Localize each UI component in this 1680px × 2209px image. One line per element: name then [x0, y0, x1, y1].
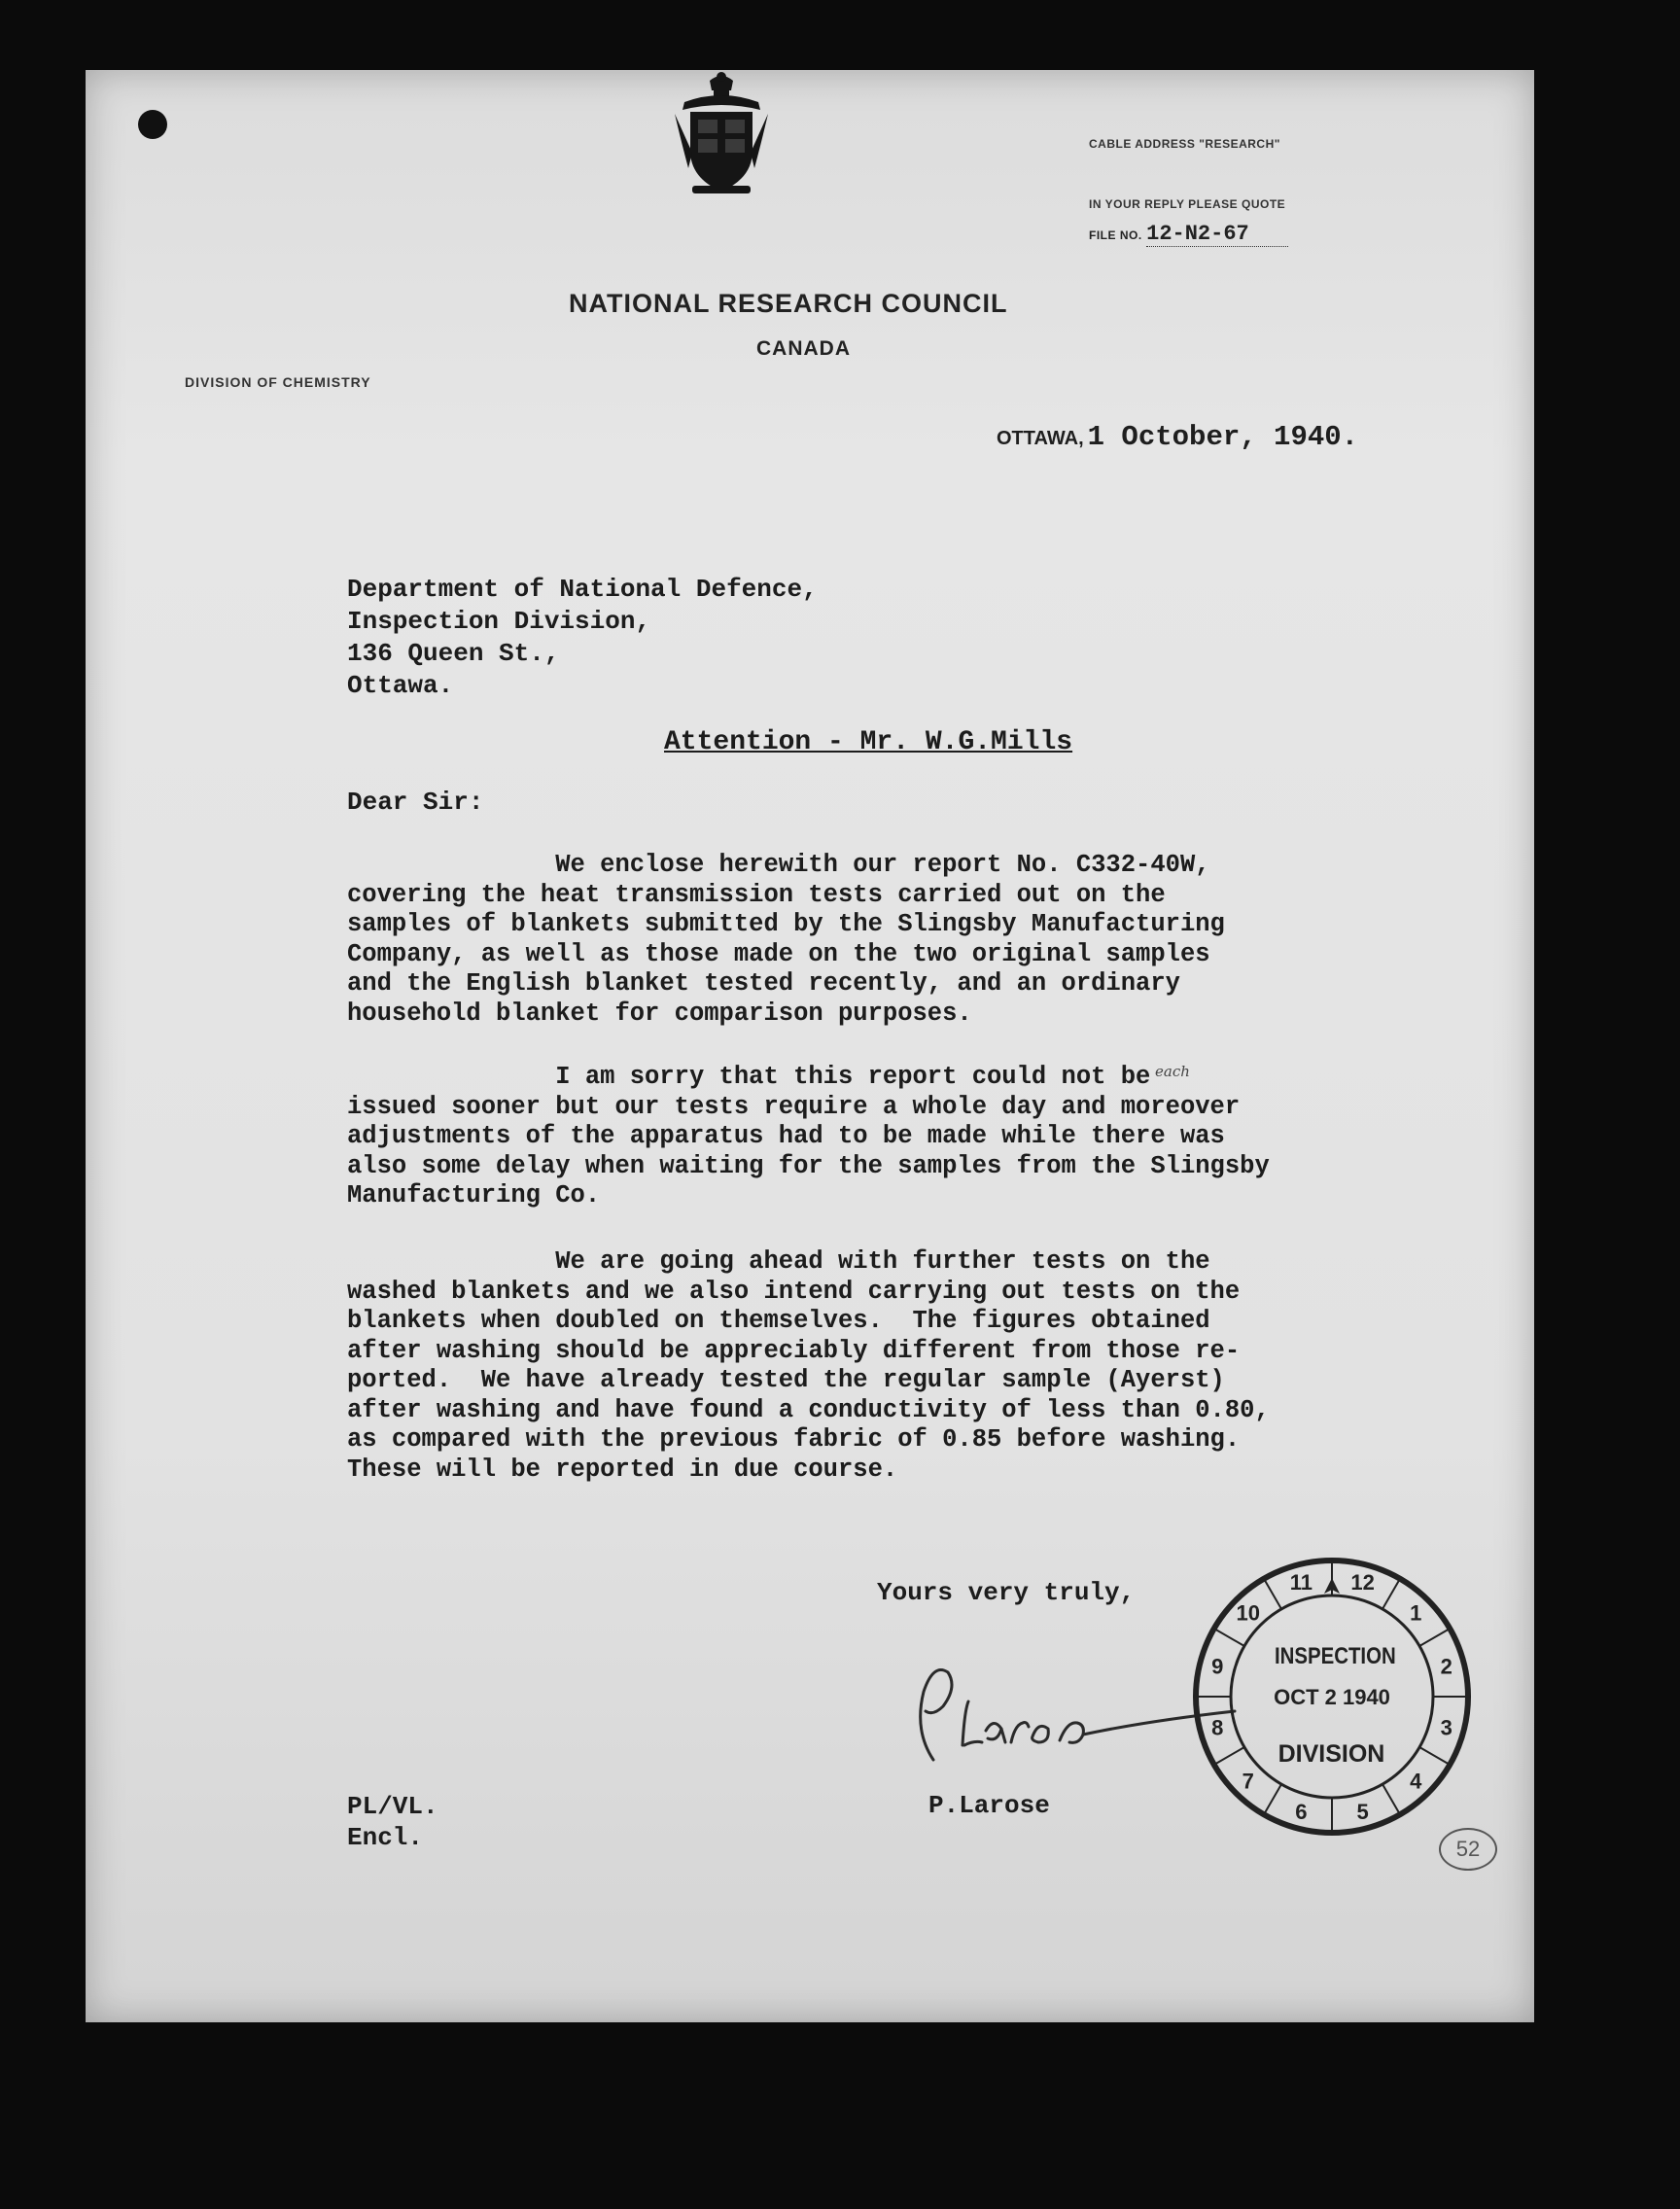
file-number-row	[1089, 222, 1288, 246]
salutation: Dear Sir:	[347, 788, 484, 817]
enclosure-note: Encl.	[347, 1823, 424, 1852]
stamp-dial-number: 3	[1440, 1715, 1452, 1740]
closing: Yours very truly,	[877, 1578, 1136, 1607]
address-line: 136 Queen St.,	[347, 639, 560, 668]
stamp-label-inspection: INSPECTION	[1275, 1643, 1396, 1669]
stamp-dial-number: 2	[1440, 1654, 1452, 1679]
reference-block	[347, 1791, 438, 1853]
stamp-dial-tick	[1214, 1747, 1244, 1765]
address-line: Inspection Division,	[347, 607, 651, 636]
stamp-dial-number: 10	[1236, 1600, 1260, 1626]
stamp-dial-tick	[1264, 1784, 1281, 1814]
reference-initials: PL/VL.	[347, 1792, 438, 1821]
stamp-dial-number: 9	[1211, 1654, 1224, 1679]
stamp-dial-tick	[1419, 1747, 1450, 1765]
stamp-date: OCT 2 1940	[1274, 1685, 1390, 1709]
recipient-address	[347, 574, 818, 702]
body-paragraph-2: I am sorry that this report could not be issued sooner but our tests require a whole day and moreover adjustments of the apparatus had to be made while there was also some delay when waiting for the samples from the Slingsby Manufacturing Co.	[347, 1063, 1270, 1210]
body-paragraph-3: We are going ahead with further tests on the washed blankets and we also intend carrying out tests on the blankets when doubled on themselves. The figures obtained after washing should be appreciably different from those re- ported. We have already tested the regular sample (Ayerst) after washing and have found a conductivity of less than 0.80, as compared with the previous fabric of 0.85 before washing. These will be reported in due course.	[347, 1247, 1270, 1484]
page-number: 52	[1439, 1828, 1497, 1871]
body-paragraph-1: We enclose herewith our report No. C332-40W, covering the heat transmission tests carried out on the samples of blankets submitted by the Slingsby Manufacturing Company, as well as those made on the two original samples and the English blanket tested recently, and an ordinary household blanket for comparison purposes.	[347, 851, 1225, 1028]
organization-name: NATIONAL RESEARCH COUNCIL	[569, 289, 1008, 318]
stamp-dial-number: 4	[1410, 1769, 1422, 1794]
stamp-dial-tick	[1419, 1629, 1450, 1646]
address-line: Ottawa.	[347, 671, 454, 700]
organization-country: CANADA	[756, 337, 851, 360]
file-label: FILE NO.	[1089, 228, 1142, 242]
handwritten-insertion: each	[1155, 1063, 1190, 1080]
punch-hole	[138, 110, 167, 139]
coat-of-arms-icon	[671, 71, 772, 197]
place: OTTAWA,	[997, 428, 1084, 449]
stamp-label-division: DIVISION	[1278, 1740, 1385, 1768]
stamp-dial-number: 5	[1356, 1799, 1369, 1824]
stamp-dial-tick	[1382, 1579, 1400, 1609]
place-date	[997, 421, 1358, 453]
file-number: 12-N2-67	[1146, 222, 1288, 247]
stamp-dial-number: 7	[1242, 1769, 1254, 1794]
cable-address: CABLE ADDRESS "RESEARCH"	[1089, 137, 1280, 151]
address-line: Department of National Defence,	[347, 575, 818, 604]
stamp-dial-number: 11	[1289, 1570, 1313, 1595]
stamp-dial-tick	[1214, 1629, 1244, 1646]
stamp-dial-number: 1	[1410, 1600, 1422, 1626]
stamp-dial-tick	[1382, 1784, 1400, 1814]
division-name: DIVISION OF CHEMISTRY	[185, 374, 371, 390]
reply-quote-note: IN YOUR REPLY PLEASE QUOTE	[1089, 197, 1286, 211]
stamp-dial-tick	[1264, 1579, 1281, 1609]
stamp-dial-number: 6	[1295, 1799, 1308, 1824]
signatory-name: P.Larose	[928, 1791, 1050, 1820]
stamp-dial-number: 8	[1211, 1715, 1224, 1740]
attention-line: Attention - Mr. W.G.Mills	[664, 727, 1073, 757]
letter-date: 1 October, 1940.	[1087, 421, 1359, 453]
stamp-dial-number: 12	[1350, 1570, 1375, 1595]
